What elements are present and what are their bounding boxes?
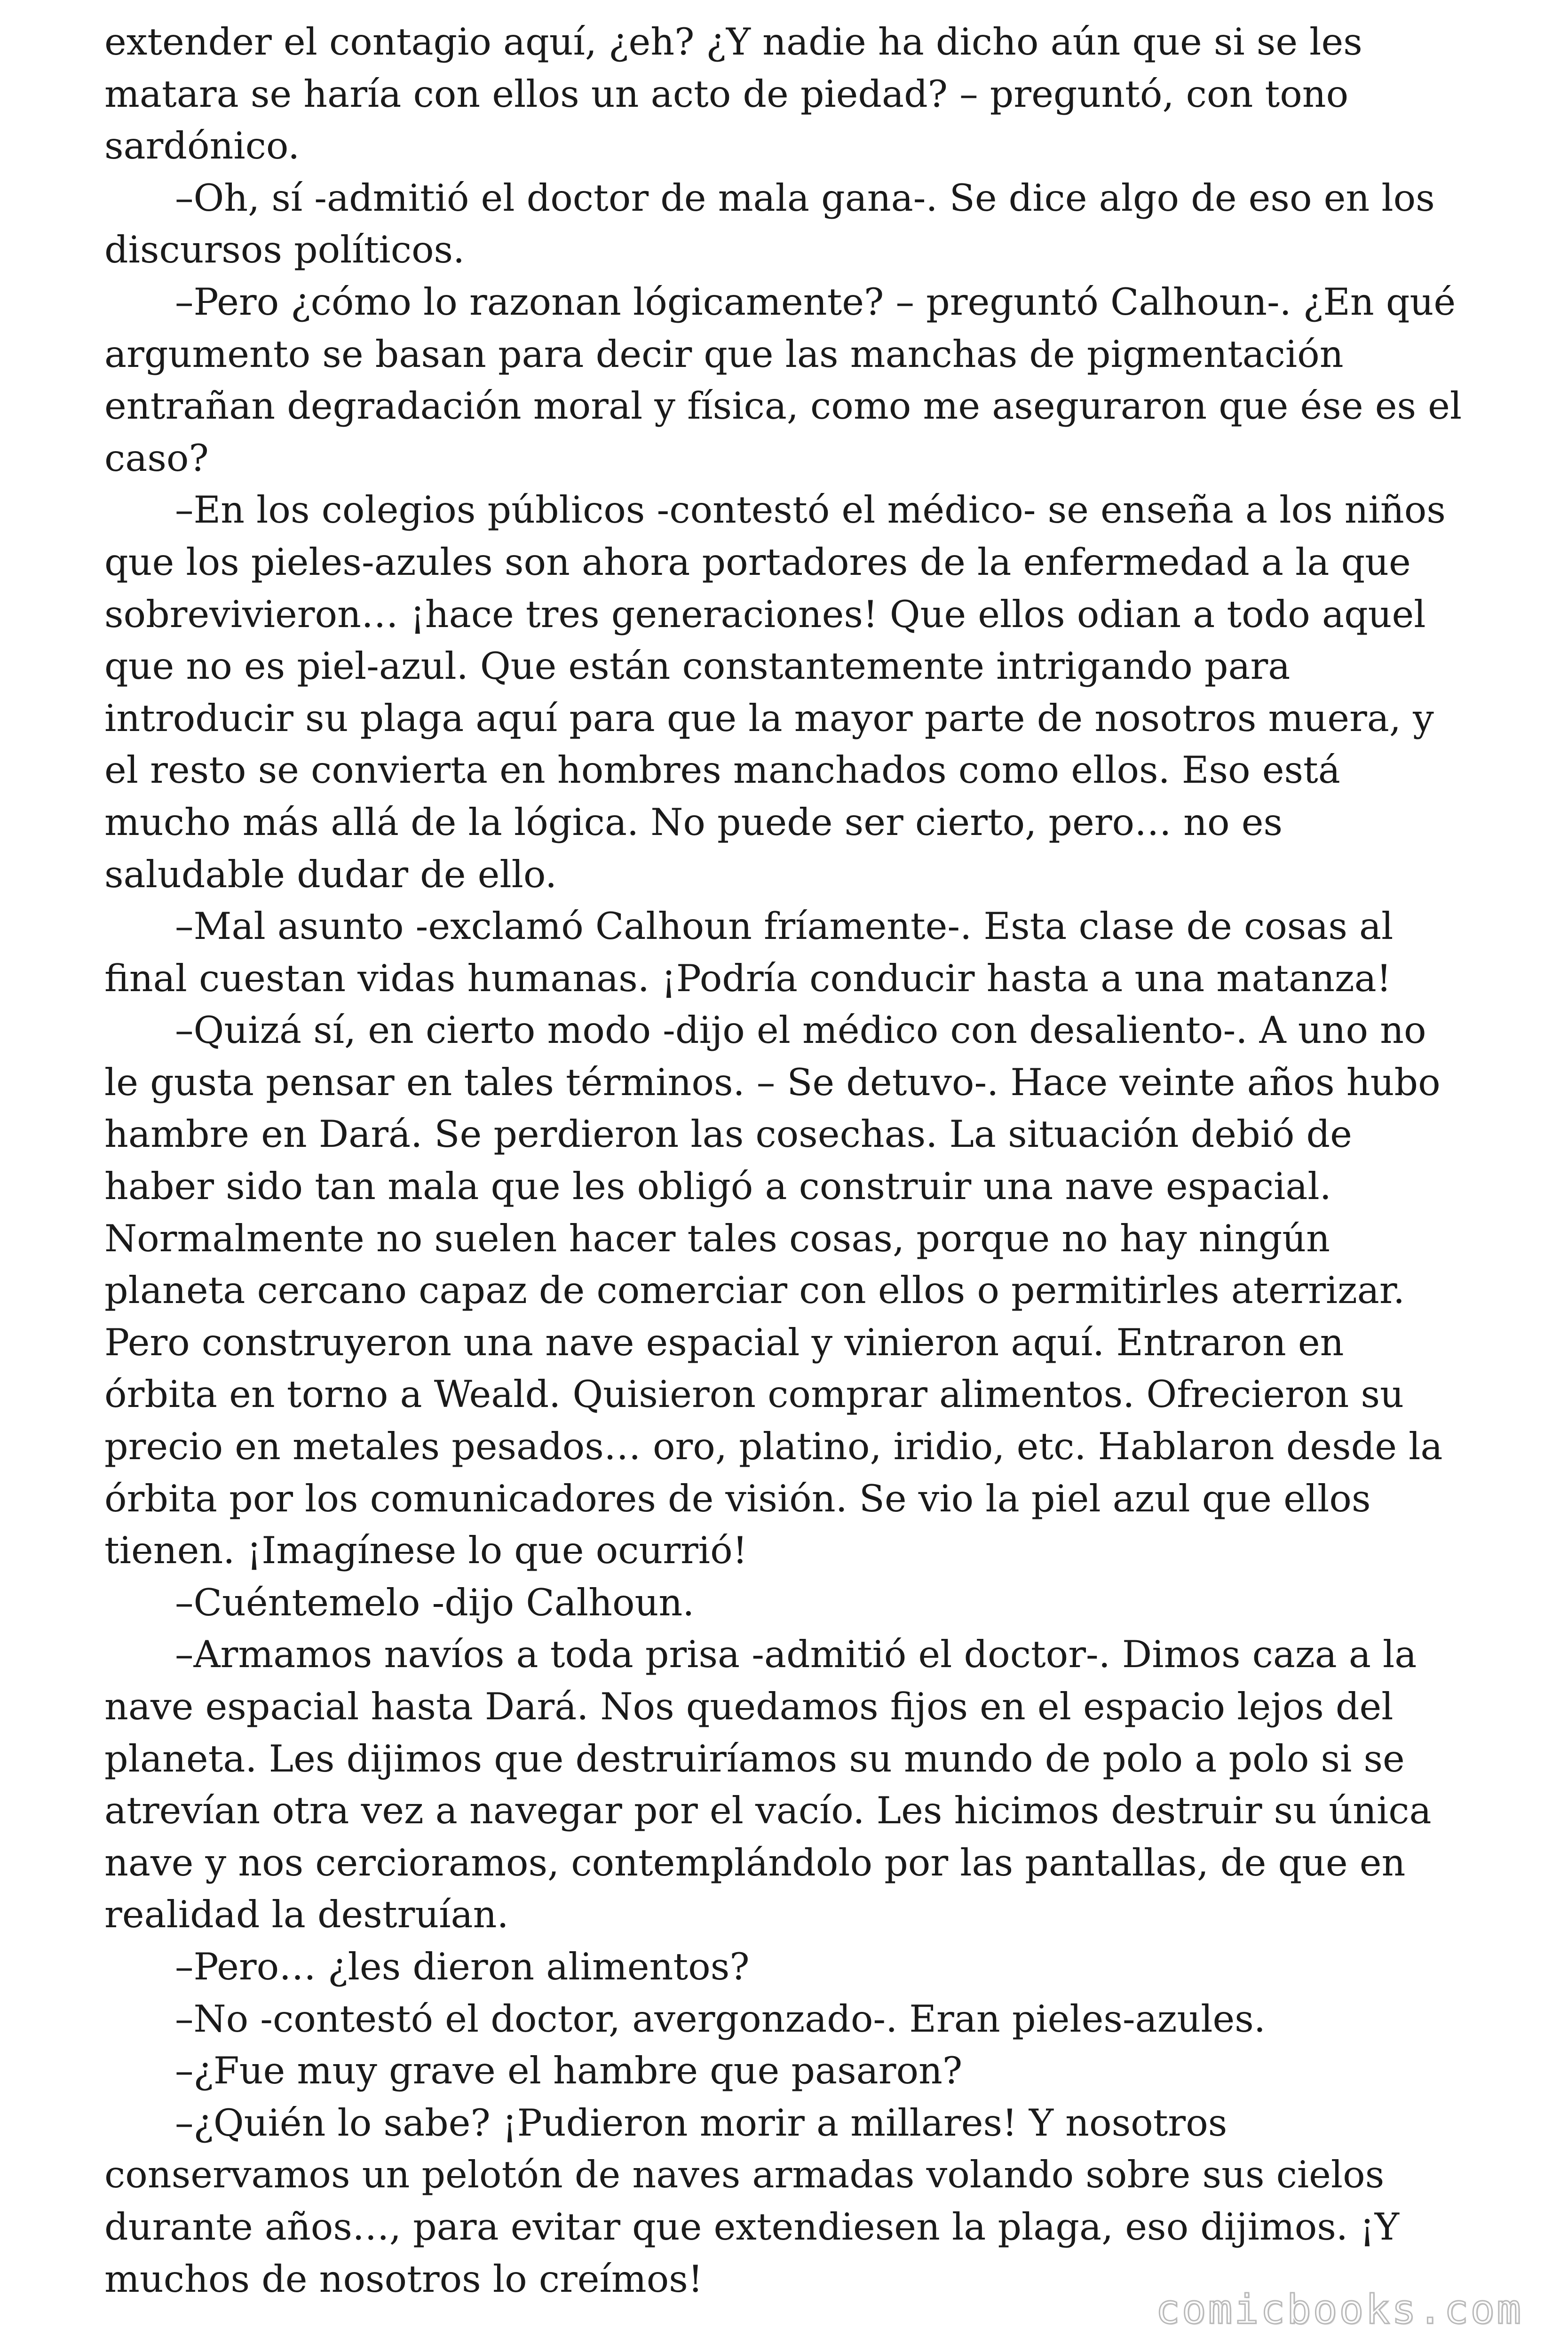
paragraph-dialogue: –Oh, sí -admitió el doctor de mala gana-. Se dice algo de eso en los discursos políticos. bbox=[104, 176, 1435, 272]
paragraph-dialogue: –En los colegios públicos -contestó el médico- se enseña a los niños que los pieles-azules son ahora portadores de la enfermedad a la que sobrevivieron… ¡hace tres generaciones! Que ellos odian a todo aquel que no es piel-azul. Que están constantemente intrigando para introducir su plaga aquí para que la mayor parte de nosotros muera, y el resto se convierta en hombres manchados como ellos. Eso está mucho más allá de la lógica. No puede ser cierto, pero… no es saludable dudar de ello. bbox=[104, 488, 1446, 896]
paragraph-continuation: extender el contagio aquí, ¿eh? ¿Y nadie ha dicho aún que si se les matara se haría con ellos un acto de piedad? – preguntó, con tono sardónico. bbox=[104, 20, 1362, 168]
paragraph-dialogue: –Armamos navíos a toda prisa -admitió el doctor-. Dimos caza a la nave espacial hasta Dará. Nos quedamos fijos en el espacio lejos del planeta. Les dijimos que destruiríamos su mundo de polo a polo si se atrevían otra vez a navegar por el vacío. Les hicimos destruir su única nave y nos cercioramos, contemplándolo por las pantallas, de que en realidad la destruían. bbox=[104, 1633, 1432, 1937]
paragraph-dialogue: –No -contestó el doctor, avergonzado-. Eran pieles-azules. bbox=[175, 1997, 1266, 2041]
paragraph-dialogue: –Cuéntemelo -dijo Calhoun. bbox=[175, 1581, 695, 1624]
paragraph-dialogue: –Pero… ¿les dieron alimentos? bbox=[175, 1945, 750, 1988]
body-text bbox=[104, 16, 1468, 2305]
paragraph-dialogue: –Mal asunto -exclamó Calhoun fríamente-. Esta clase de cosas al final cuestan vidas humanas. ¡Podría conducir hasta a una matanza! bbox=[104, 905, 1394, 1000]
paragraph-dialogue: –¿Quién lo sabe? ¡Pudieron morir a millares! Y nosotros conservamos un pelotón de naves armadas volando sobre sus cielos durante años…, para evitar que extendiesen la plaga, eso dijimos. ¡Y muchos de nosotros lo creímos! bbox=[104, 2101, 1400, 2301]
paragraph-dialogue: –Quizá sí, en cierto modo -dijo el médico con desaliento-. A uno no le gusta pensar en tales términos. – Se detuvo-. Hace veinte años hubo hambre en Dará. Se perdieron las cosechas. La situación debió de haber sido tan mala que les obligó a construir una nave espacial. Normalmente no suelen hacer tales cosas, porque no hay ningún planeta cercano capaz de comerciar con ellos o permitirles aterrizar. Pero construyeron una nave espacial y vinieron aquí. Entraron en órbita en torno a Weald. Quisieron comprar alimentos. Ofrecieron su precio en metales pesados… oro, platino, iridio, etc. Hablaron desde la órbita por los comunicadores de visión. Se vio la piel azul que ellos tienen. ¡Imagínese lo que ocurrió! bbox=[104, 1009, 1443, 1573]
paragraph-dialogue: –Pero ¿cómo lo razonan lógicamente? – preguntó Calhoun-. ¿En qué argumento se basan para decir que las manchas de pigmentación entrañan degradación moral y física, como me aseguraron que ése es el caso? bbox=[104, 280, 1462, 480]
watermark: comicbooks.com bbox=[1156, 2286, 1523, 2333]
paragraph-dialogue: –¿Fue muy grave el hambre que pasaron? bbox=[175, 2049, 963, 2093]
